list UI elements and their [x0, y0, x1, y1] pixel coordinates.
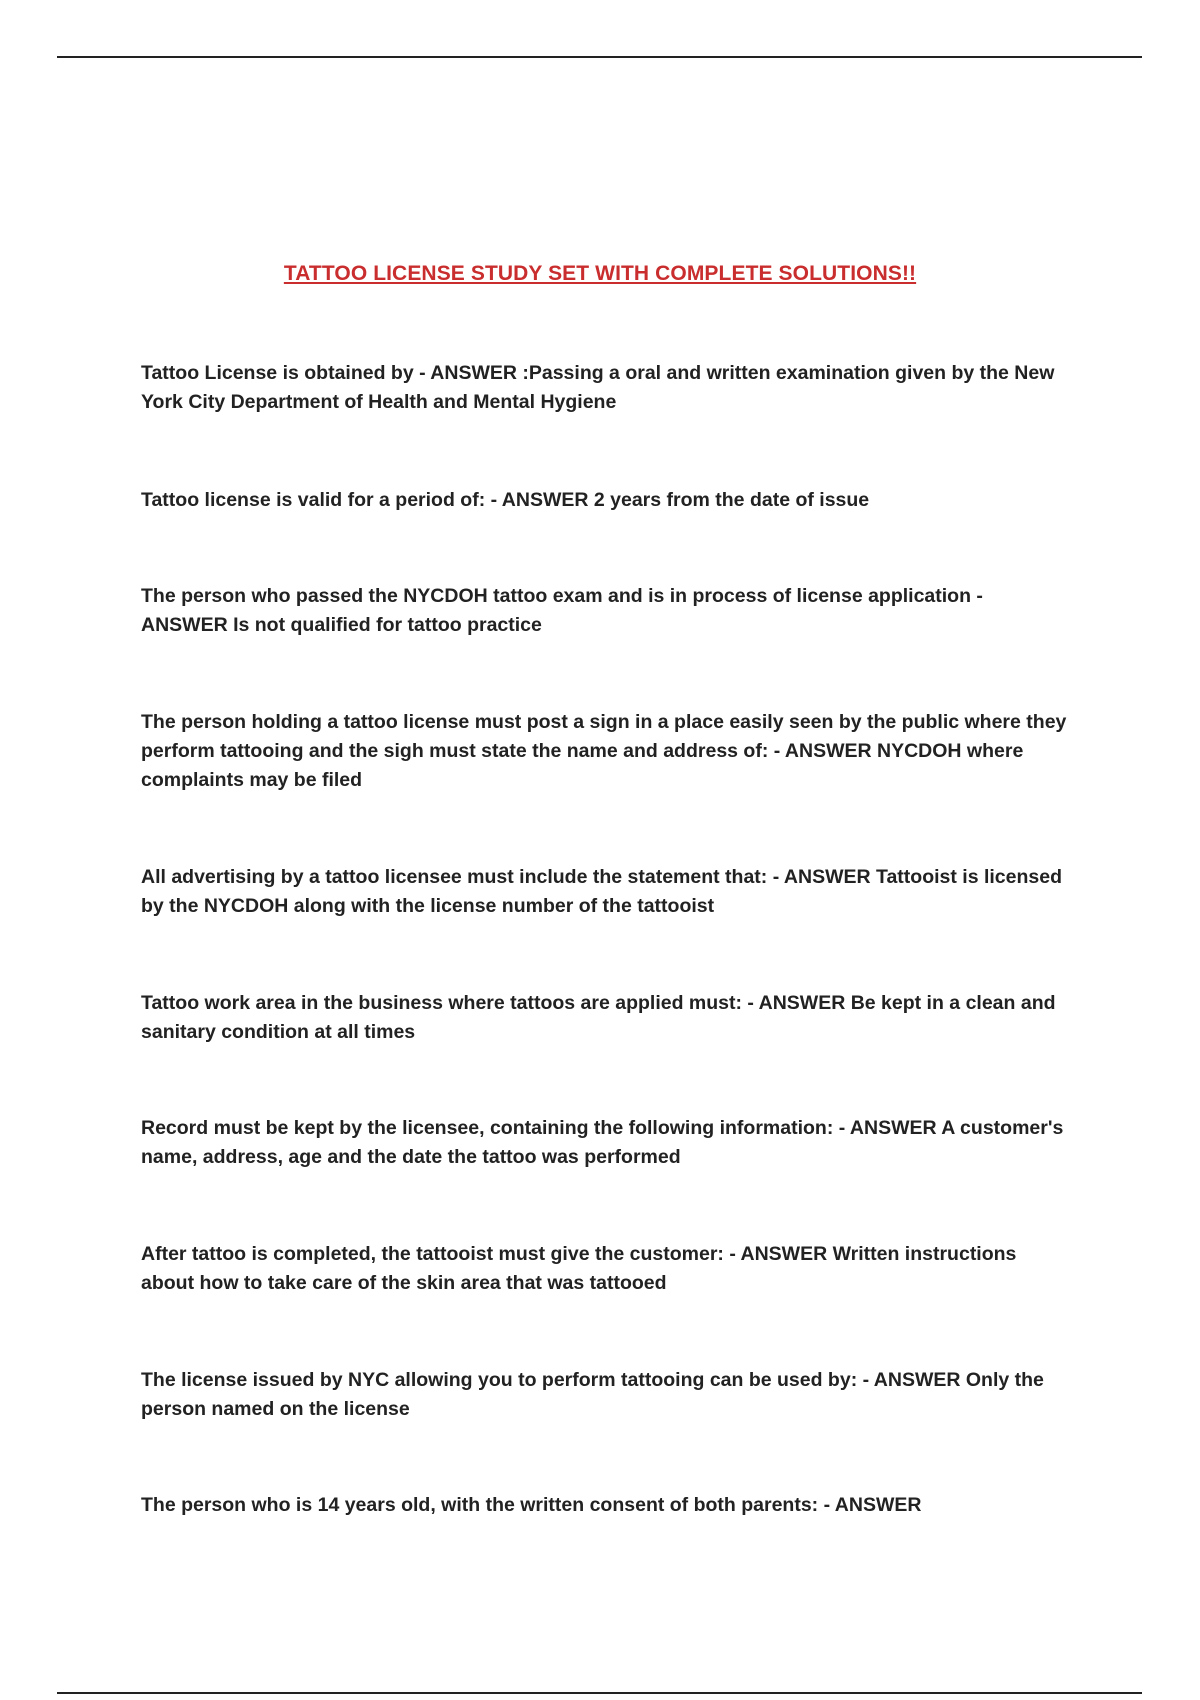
header-rule: [57, 56, 1142, 58]
qa-item-10: The person who is 14 years old, with the written consent of both parents: - ANSWER: [141, 1494, 922, 1516]
qa-item-1: Tattoo License is obtained by - ANSWER :Passing a oral and written examination given by the New York City Department of Health and Mental Hygiene: [141, 362, 1055, 413]
qa-item-6: Tattoo work area in the business where tattoos are applied must: - ANSWER Be kept in a clean and sanitary condition at all times: [141, 992, 1056, 1043]
footer-rule: [57, 1692, 1142, 1694]
qa-item-4: The person holding a tattoo license must post a sign in a place easily seen by the public where they perform tattooing and the sigh must state the name and address of: - ANSWER NYCDOH where complaints may be filed: [141, 711, 1067, 791]
document-title: TATTOO LICENSE STUDY SET WITH COMPLETE SOLUTIONS!!: [283, 262, 917, 285]
qa-item-5: All advertising by a tattoo licensee must include the statement that: - ANSWER Tattooist is licensed by the NYCDOH along with the license number of the tattooist: [141, 866, 1062, 917]
qa-item-2: Tattoo license is valid for a period of: - ANSWER 2 years from the date of issue: [141, 489, 870, 511]
qa-item-7: Record must be kept by the licensee, containing the following information: - ANSWER A customer's name, address, age and the date the tattoo was performed: [141, 1117, 1064, 1168]
qa-item-8: After tattoo is completed, the tattooist must give the customer: - ANSWER Written instructions about how to take care of the skin area that was tattooed: [141, 1243, 1017, 1294]
qa-item-3: The person who passed the NYCDOH tattoo exam and is in process of license application - ANSWER Is not qualified for tattoo practice: [141, 585, 983, 636]
qa-item-9: The license issued by NYC allowing you to perform tattooing can be used by: - ANSWER Only the person named on the license: [141, 1369, 1044, 1420]
